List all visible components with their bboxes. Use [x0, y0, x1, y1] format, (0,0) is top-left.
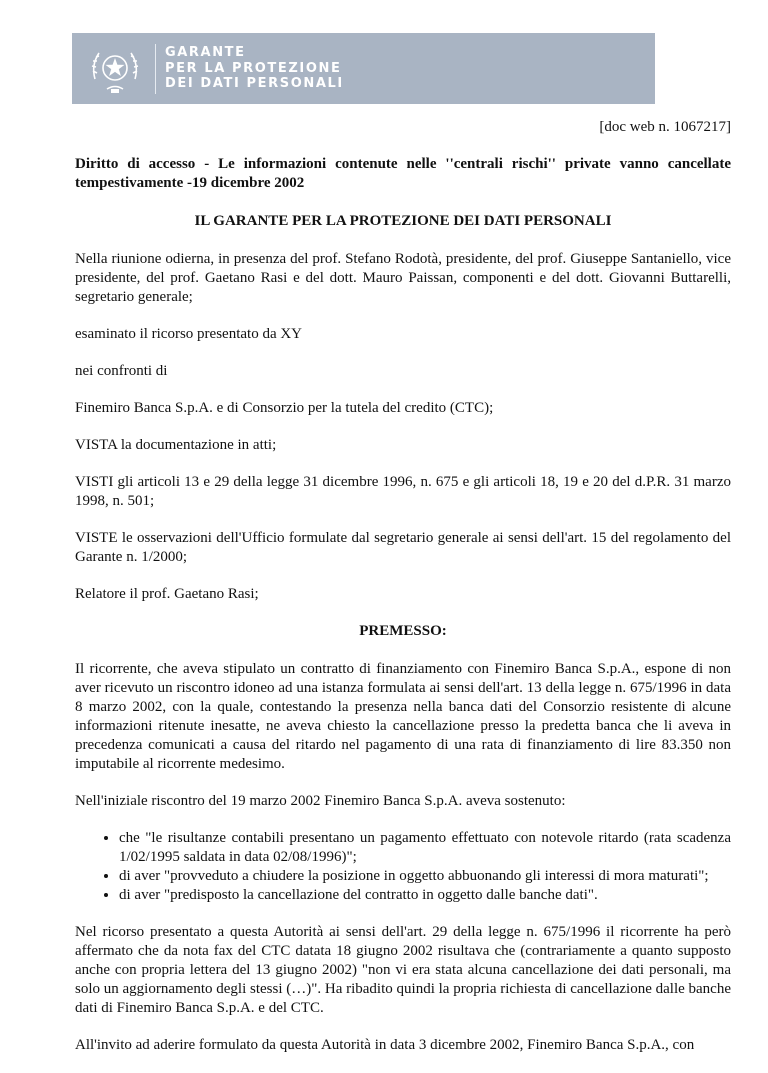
paragraph-intro-3: nei confronti di — [75, 363, 168, 379]
list-item: • che "le risultanze contabili presentano un pagamento effettuato con notevole ritardo (rata scadenza 1/02/1995 saldata in data 02/08/1996)"; — [119, 829, 731, 867]
header-banner — [72, 33, 655, 104]
brand-line-2: PER LA PROTEZIONE — [165, 60, 342, 76]
italian-republic-emblem-icon — [85, 39, 145, 99]
doc-reference: [doc web n. 1067217] — [599, 119, 731, 135]
brand-name — [165, 45, 344, 92]
paragraph-closing-2: All'invito ad aderire formulato da questa Autorità in data 3 dicembre 2002, Finemiro Banca S.p.A., con — [75, 1037, 695, 1053]
paragraph-intro-1: Nella riunione odierna, in presenza del prof. Stefano Rodotà, presidente, del prof. Giuseppe Santaniello, vice presidente, del prof. Gaetano Rasi e del dott. Mauro Paissan, componenti e del dott. Giovanni Buttarelli, segretario generale; — [75, 251, 731, 305]
paragraph-intro-4: Finemiro Banca S.p.A. e di Consorzio per la tutela del credito (CTC); — [75, 400, 494, 416]
authority-heading: IL GARANTE PER LA PROTEZIONE DEI DATI PERSONALI — [194, 213, 612, 229]
section-heading: PREMESSO: — [359, 623, 447, 639]
paragraph-body-2: Nell'iniziale riscontro del 19 marzo 2002 Finemiro Banca S.p.A. aveva sostenuto: — [75, 793, 566, 809]
paragraph-intro-7: VISTE le osservazioni dell'Ufficio formulate dal segretario generale ai sensi dell'art. 15 del regolamento del Garante n. 1/2000; — [75, 530, 731, 565]
paragraph-intro-2: esaminato il ricorso presentato da XY — [75, 326, 303, 342]
bullet-list — [75, 829, 731, 905]
paragraph-intro-8: Relatore il prof. Gaetano Rasi; — [75, 586, 259, 602]
paragraph-closing-1: Nel ricorso presentato a questa Autorità ai sensi dell'art. 29 della legge n. 675/1996 il ricorrente ha però affermato che da nota fax del CTC datata 18 giugno 2002 risultava che (contrariamente a quanto supposto anche con propria lettera del 13 giugno 2002) "non vi era stata alcuna cancellazione dei dati personali, ma solo un aggiornamento degli stessi (…)". Ha ribadito quindi la propria richiesta di cancellazione dalle banche dati di Finemiro Banca S.p.A. e del CTC. — [75, 924, 731, 1016]
brand-line-1: GARANTE — [165, 45, 246, 61]
paragraph-intro-6: VISTI gli articoli 13 e 29 della legge 31 dicembre 1996, n. 675 e gli articoli 18, 19 e 20 del d.P.R. 31 marzo 1998, n. 501; — [75, 474, 731, 509]
paragraph-body-1: Il ricorrente, che aveva stipulato un contratto di finanziamento con Finemiro Banca S.p.A., espone di non aver ricevuto un riscontro idoneo ad una istanza formulata ai sensi dell'art. 13 della legge n. 675/1996 in data 8 marzo 2002, con la quale, contestando la presenza nella banca dati del Consorzio resistente di alcune informazioni ritenute inesatte, ne aveva chiesto la cancellazione presso la predetta banca che li aveva in precedenza comunicati a causa del ritardo nel pagamento di una rata di finanziamento di lire 83.350 non imputabile al ricorrente medesimo. — [75, 661, 731, 772]
banner-divider — [155, 44, 156, 94]
document-title: Diritto di accesso - Le informazioni contenute nelle ''centrali rischi'' private vanno cancellate tempestivamente -19 dicembre 2002 — [75, 156, 731, 191]
list-item: • di aver "provveduto a chiudere la posizione in oggetto abbuonando gli interessi di mora maturati"; — [119, 867, 731, 886]
list-item: • di aver "predisposto la cancellazione del contratto in oggetto dalle banche dati". — [119, 886, 731, 905]
brand-line-3: DEI DATI PERSONALI — [165, 76, 344, 92]
paragraph-intro-5: VISTA la documentazione in atti; — [75, 437, 277, 453]
document-body — [75, 118, 731, 1073]
